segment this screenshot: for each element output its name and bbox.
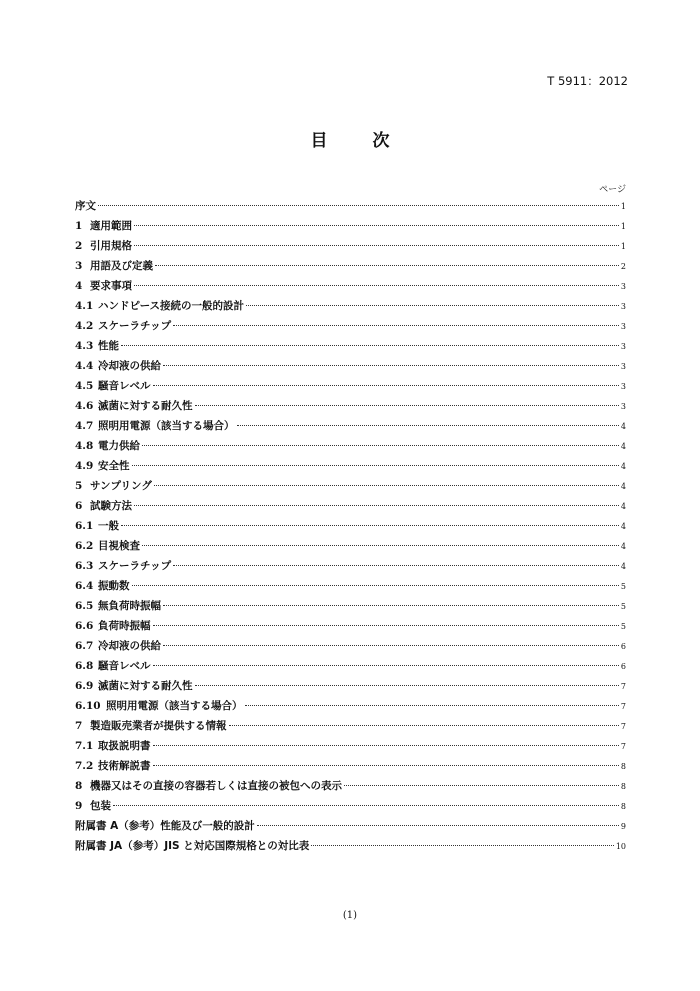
toc-entry-page: 1: [620, 202, 626, 211]
toc-entry[interactable]: [75, 456, 626, 476]
toc-entry-label: 滅菌に対する耐久性: [98, 680, 193, 692]
toc-dot-leader: [153, 625, 619, 626]
toc-entry-page: 4: [620, 502, 626, 511]
toc-entry-page: 3: [620, 342, 626, 351]
toc-dot-leader: [134, 225, 619, 226]
toc-entry-label: 目視検査: [98, 540, 140, 552]
toc-dot-leader: [134, 285, 619, 286]
toc-entry[interactable]: [75, 396, 626, 416]
toc-entry-page: 3: [620, 322, 626, 331]
toc-entry-label: 要求事項: [90, 280, 132, 292]
toc-entry[interactable]: [75, 616, 626, 636]
toc-entry-page: 3: [620, 362, 626, 371]
toc-entry[interactable]: [75, 816, 626, 836]
toc-entry-number: 4.3: [75, 340, 94, 352]
toc-entry-page: 8: [620, 802, 626, 811]
toc-entry[interactable]: [75, 556, 626, 576]
toc-entry-label: 用語及び定義: [90, 260, 153, 272]
toc-entry-label: 適用範囲: [90, 220, 132, 232]
toc-dot-leader: [195, 405, 619, 406]
toc-dot-leader: [132, 585, 619, 586]
toc-entry-number: 8: [75, 780, 83, 792]
toc-entry-number: 9: [75, 800, 83, 812]
toc-entry-label: 無負荷時振幅: [98, 600, 161, 612]
toc-dot-leader: [121, 525, 619, 526]
toc-entry[interactable]: [75, 476, 626, 496]
toc-entry[interactable]: [75, 376, 626, 396]
toc-entry-page: 3: [620, 382, 626, 391]
toc-entry-number: 6: [75, 500, 83, 512]
toc-dot-leader: [173, 325, 619, 326]
toc-entry[interactable]: [75, 716, 626, 736]
toc-entry-number: 6.1: [75, 520, 94, 532]
toc-entry-page: 4: [620, 482, 626, 491]
toc-entry[interactable]: [75, 196, 626, 216]
toc-dot-leader: [155, 265, 619, 266]
toc-entry[interactable]: [75, 436, 626, 456]
toc-entry-page: 6: [620, 642, 626, 651]
toc-dot-leader: [229, 725, 619, 726]
toc-entry-number: 6.3: [75, 560, 94, 572]
toc-entry-number: 1: [75, 220, 83, 232]
toc-dot-leader: [173, 565, 619, 566]
toc-entry-page: 7: [620, 702, 626, 711]
toc-dot-leader: [132, 465, 619, 466]
toc-dot-leader: [245, 705, 619, 706]
toc-entry[interactable]: [75, 796, 626, 816]
toc-entry-label: 機器又はその直接の容器若しくは直接の被包への表示: [90, 780, 342, 792]
toc-entry-number: 6.8: [75, 660, 94, 672]
toc-entry-number: 7.2: [75, 760, 94, 772]
toc-entry[interactable]: [75, 496, 626, 516]
toc-entry[interactable]: [75, 336, 626, 356]
toc-entry[interactable]: [75, 416, 626, 436]
toc-dot-leader: [195, 685, 619, 686]
toc-entry-number: 7.1: [75, 740, 94, 752]
toc-entry[interactable]: [75, 576, 626, 596]
toc-entry-page: 4: [620, 442, 626, 451]
toc-entry-label: 引用規格: [90, 240, 132, 252]
toc-entry-label: 照明用電源（該当する場合）: [98, 420, 235, 432]
toc-entry-page: 7: [620, 682, 626, 691]
toc-entry-label: 騒音レベル: [98, 660, 151, 672]
toc-entry-number: 6.6: [75, 620, 94, 632]
toc-entry-label: 冷却液の供給: [98, 360, 161, 372]
toc-entry-number: 4: [75, 280, 83, 292]
toc-entry[interactable]: [75, 516, 626, 536]
toc-entry-number: 4.5: [75, 380, 94, 392]
toc-entry-number: 6.4: [75, 580, 94, 592]
toc-entry-label: 滅菌に対する耐久性: [98, 400, 193, 412]
toc-entry-page: 3: [620, 282, 626, 291]
toc-dot-leader: [154, 485, 619, 486]
toc-entry-label: 安全性: [98, 460, 130, 472]
toc-entry-label: 附属書 A（参考）性能及び一般的設計: [75, 820, 255, 832]
toc-entry-label: 冷却液の供給: [98, 640, 161, 652]
toc-entry[interactable]: [75, 676, 626, 696]
toc-dot-leader: [246, 305, 619, 306]
toc-entry-number: 6.10: [75, 700, 101, 712]
toc-entry[interactable]: [75, 216, 626, 236]
toc-entry-label: 騒音レベル: [98, 380, 151, 392]
toc-entry-page: 9: [620, 822, 626, 831]
toc-entry-page: 1: [620, 222, 626, 231]
toc-entry[interactable]: [75, 696, 626, 716]
toc-entry-page: 1: [620, 242, 626, 251]
toc-entry-number: 7: [75, 720, 83, 732]
toc-entry[interactable]: [75, 636, 626, 656]
toc-entry-number: 4.9: [75, 460, 94, 472]
toc-entry-number: 4.1: [75, 300, 94, 312]
toc-entry-label: 取扱説明書: [98, 740, 151, 752]
toc-entry-label: 製造販売業者が提供する情報: [90, 720, 227, 732]
toc-entry-page: 6: [620, 662, 626, 671]
toc-entry-number: 4.6: [75, 400, 94, 412]
toc-entry-label: 一般: [98, 520, 119, 532]
toc-entry-label: 附属書 JA（参考）JIS と対応国際規格との対比表: [75, 840, 310, 852]
toc-entry-page: 4: [620, 462, 626, 471]
toc-dot-leader: [153, 385, 619, 386]
toc-entry-label: 序文: [75, 200, 96, 212]
toc-entry-page: 3: [620, 302, 626, 311]
toc-entry-page: 8: [620, 782, 626, 791]
toc-entry[interactable]: [75, 316, 626, 336]
toc-entry-page: 10: [615, 842, 626, 851]
toc-entry-label: スケーラチップ: [98, 320, 172, 332]
toc-entry[interactable]: [75, 276, 626, 296]
toc-entry-label: ハンドピース接続の一般的設計: [98, 300, 245, 312]
toc-entry[interactable]: [75, 236, 626, 256]
toc-dot-leader: [163, 605, 619, 606]
toc-entry[interactable]: [75, 836, 626, 856]
toc-dot-leader: [344, 785, 619, 786]
toc-dot-leader: [134, 245, 619, 246]
toc-dot-leader: [142, 545, 619, 546]
toc-dot-leader: [121, 345, 619, 346]
toc-entry-page: 4: [620, 542, 626, 551]
toc-entry-number: 6.9: [75, 680, 94, 692]
toc-entry-number: 2: [75, 240, 83, 252]
page-number: (1): [342, 910, 358, 921]
toc-entry[interactable]: [75, 756, 626, 776]
toc-entry-page: 2: [620, 262, 626, 271]
toc-dot-leader: [153, 665, 619, 666]
toc-entry-page: 5: [620, 622, 626, 631]
toc-dot-leader: [163, 365, 619, 366]
standard-code: T 5911：2012: [547, 74, 628, 88]
toc-entry-page: 4: [620, 562, 626, 571]
toc-dot-leader: [163, 645, 619, 646]
toc-entry-label: 負荷時振幅: [98, 620, 151, 632]
toc-entry-label: 振動数: [98, 580, 130, 592]
toc-entry-number: 4.2: [75, 320, 94, 332]
page-title: 目 次: [310, 131, 404, 151]
toc-entry[interactable]: [75, 296, 626, 316]
toc-dot-leader: [153, 745, 619, 746]
toc-entry[interactable]: [75, 356, 626, 376]
toc-entry-page: 3: [620, 402, 626, 411]
toc-dot-leader: [237, 425, 619, 426]
toc-entry-label: 試験方法: [90, 500, 132, 512]
toc-entry[interactable]: [75, 736, 626, 756]
toc-entry-number: 4.7: [75, 420, 94, 432]
toc-dot-leader: [257, 825, 619, 826]
toc-entry-number: 6.5: [75, 600, 94, 612]
toc-entry-label: 技術解説書: [98, 760, 151, 772]
toc-entry-page: 4: [620, 522, 626, 531]
toc-entry-number: 4.4: [75, 360, 94, 372]
toc-entry-page: 7: [620, 722, 626, 731]
toc-entry[interactable]: [75, 536, 626, 556]
toc-entry-number: 5: [75, 480, 83, 492]
toc-entry-page: 8: [620, 762, 626, 771]
toc-dot-leader: [113, 805, 619, 806]
toc-entry[interactable]: [75, 596, 626, 616]
toc-entry[interactable]: [75, 776, 626, 796]
toc-entry-label: スケーラチップ: [98, 560, 172, 572]
toc-dot-leader: [153, 765, 619, 766]
toc-entry-label: 包装: [90, 800, 111, 812]
toc-entry-number: 6.7: [75, 640, 94, 652]
page-column-heading: ページ: [599, 185, 626, 195]
toc-entry-label: サンプリング: [90, 480, 152, 492]
toc-entry-label: 照明用電源（該当する場合）: [106, 700, 243, 712]
toc-entry-label: 性能: [98, 340, 119, 352]
toc-entry-page: 5: [620, 582, 626, 591]
toc-dot-leader: [134, 505, 619, 506]
toc-dot-leader: [142, 445, 619, 446]
toc-dot-leader: [98, 205, 619, 206]
toc-entry-page: 7: [620, 742, 626, 751]
toc-entry-page: 4: [620, 422, 626, 431]
toc-entry-number: 6.2: [75, 540, 94, 552]
toc-entry-page: 5: [620, 602, 626, 611]
toc-dot-leader: [311, 845, 614, 846]
toc-entry[interactable]: [75, 656, 626, 676]
toc-entry[interactable]: [75, 256, 626, 276]
toc-entry-number: 3: [75, 260, 83, 272]
toc-entry-number: 4.8: [75, 440, 94, 452]
toc-entry-label: 電力供給: [98, 440, 140, 452]
table-of-contents: [75, 196, 626, 856]
